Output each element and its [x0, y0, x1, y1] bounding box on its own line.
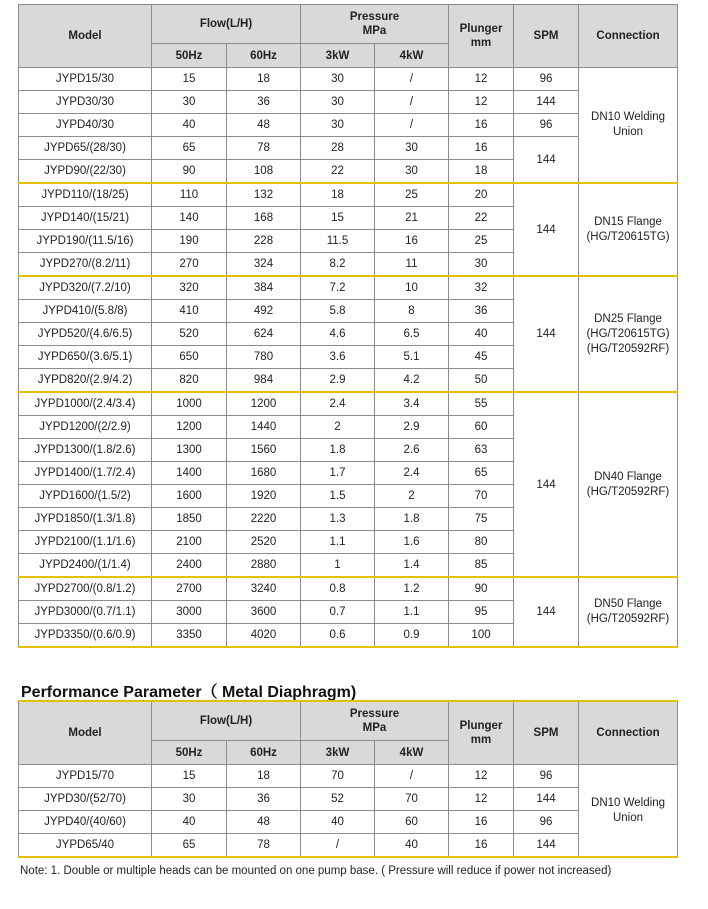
model-cell: JYPD40/(40/60)	[19, 811, 152, 834]
pressure-3kw-cell: 30	[301, 91, 375, 114]
pressure-4kw-cell: 30	[375, 160, 449, 184]
model-cell: JYPD15/70	[19, 765, 152, 788]
pressure-4kw-cell: 60	[375, 811, 449, 834]
flow-50hz-cell: 40	[152, 114, 227, 137]
model-cell: JYPD2700/(0.8/1.2)	[19, 577, 152, 601]
pressure-3kw-cell: 3.6	[301, 346, 375, 369]
table-2-body	[19, 765, 678, 858]
header-pressure	[301, 5, 449, 44]
header-pressure-unit: MPa	[362, 25, 387, 37]
plunger-cell: 90	[449, 577, 514, 601]
header-plunger	[449, 5, 514, 68]
plunger-cell: 16	[449, 137, 514, 160]
flow-50hz-cell: 1600	[152, 485, 227, 508]
flow-60hz-cell: 4020	[227, 624, 301, 648]
flow-50hz-cell: 15	[152, 68, 227, 91]
flow-60hz-cell: 36	[227, 91, 301, 114]
flow-60hz-cell: 2520	[227, 531, 301, 554]
plunger-cell: 12	[449, 91, 514, 114]
flow-50hz-cell: 650	[152, 346, 227, 369]
flow-50hz-cell: 40	[152, 811, 227, 834]
flow-60hz-cell: 18	[227, 765, 301, 788]
spm-cell: 144	[514, 91, 579, 114]
pressure-4kw-cell: /	[375, 765, 449, 788]
connection-line: (HG/T20592RF)	[586, 485, 670, 498]
connection-line: Union	[612, 811, 644, 824]
flow-60hz-cell: 324	[227, 253, 301, 277]
table-row	[19, 183, 678, 207]
plunger-cell: 70	[449, 485, 514, 508]
header-flow-50hz: 50Hz	[152, 44, 227, 68]
flow-60hz-cell: 228	[227, 230, 301, 253]
model-cell: JYPD90/(22/30)	[19, 160, 152, 184]
flow-50hz-cell: 320	[152, 276, 227, 300]
header-flow-60hz: 60Hz	[227, 741, 301, 765]
pressure-4kw-cell: 70	[375, 788, 449, 811]
pressure-3kw-cell: 1	[301, 554, 375, 578]
pressure-4kw-cell: 1.8	[375, 508, 449, 531]
header-plunger	[449, 701, 514, 765]
flow-50hz-cell: 140	[152, 207, 227, 230]
connection-line: (HG/T20615TG)	[586, 327, 670, 340]
flow-50hz-cell: 15	[152, 765, 227, 788]
model-cell: JYPD1400/(1.7/2.4)	[19, 462, 152, 485]
header-pressure-label: Pressure	[349, 11, 400, 23]
header-pressure-4kw: 4kW	[375, 741, 449, 765]
model-cell: JYPD65/(28/30)	[19, 137, 152, 160]
model-cell: JYPD30/30	[19, 91, 152, 114]
pressure-4kw-cell: /	[375, 114, 449, 137]
plunger-cell: 95	[449, 601, 514, 624]
connection-cell	[579, 577, 678, 647]
plunger-cell: 85	[449, 554, 514, 578]
pressure-3kw-cell: 18	[301, 183, 375, 207]
header-plunger-unit: mm	[470, 734, 492, 746]
pressure-4kw-cell: 11	[375, 253, 449, 277]
connection-line: DN25 Flange	[594, 312, 662, 325]
plunger-cell: 30	[449, 253, 514, 277]
model-cell: JYPD270/(8.2/11)	[19, 253, 152, 277]
flow-60hz-cell: 168	[227, 207, 301, 230]
model-cell: JYPD3000/(0.7/1.1)	[19, 601, 152, 624]
flow-50hz-cell: 410	[152, 300, 227, 323]
pressure-3kw-cell: 7.2	[301, 276, 375, 300]
flow-50hz-cell: 2700	[152, 577, 227, 601]
flow-50hz-cell: 30	[152, 91, 227, 114]
pressure-3kw-cell: 0.7	[301, 601, 375, 624]
pressure-3kw-cell: 30	[301, 114, 375, 137]
flow-50hz-cell: 90	[152, 160, 227, 184]
pressure-3kw-cell: 40	[301, 811, 375, 834]
flow-60hz-cell: 3600	[227, 601, 301, 624]
flow-50hz-cell: 1000	[152, 392, 227, 416]
header-spm: SPM	[514, 701, 579, 765]
connection-line: (HG/T20592RF)	[586, 342, 670, 355]
connection-line: DN40 Flange	[594, 470, 662, 483]
flow-60hz-cell: 2220	[227, 508, 301, 531]
flow-60hz-cell: 132	[227, 183, 301, 207]
pressure-3kw-cell: 1.7	[301, 462, 375, 485]
table-row	[19, 577, 678, 601]
pressure-3kw-cell: 4.6	[301, 323, 375, 346]
pressure-4kw-cell: 30	[375, 137, 449, 160]
header-model: Model	[19, 5, 152, 68]
table-row	[19, 765, 678, 788]
flow-60hz-cell: 1560	[227, 439, 301, 462]
pressure-4kw-cell: /	[375, 91, 449, 114]
plunger-cell: 100	[449, 624, 514, 648]
plunger-cell: 25	[449, 230, 514, 253]
pressure-3kw-cell: 5.8	[301, 300, 375, 323]
spm-cell: 96	[514, 114, 579, 137]
pressure-3kw-cell: 2.4	[301, 392, 375, 416]
model-cell: JYPD320/(7.2/10)	[19, 276, 152, 300]
flow-50hz-cell: 270	[152, 253, 227, 277]
flow-50hz-cell: 30	[152, 788, 227, 811]
spm-cell: 144	[514, 276, 579, 392]
plunger-cell: 55	[449, 392, 514, 416]
flow-60hz-cell: 1200	[227, 392, 301, 416]
plunger-cell: 12	[449, 765, 514, 788]
flow-60hz-cell: 78	[227, 137, 301, 160]
header-plunger-unit: mm	[470, 37, 492, 49]
table-row	[19, 276, 678, 300]
flow-50hz-cell: 3000	[152, 601, 227, 624]
pressure-3kw-cell: 70	[301, 765, 375, 788]
model-cell: JYPD65/40	[19, 834, 152, 858]
spm-cell: 144	[514, 577, 579, 647]
model-cell: JYPD1850/(1.3/1.8)	[19, 508, 152, 531]
header-pressure	[301, 701, 449, 741]
plunger-cell: 75	[449, 508, 514, 531]
plunger-cell: 20	[449, 183, 514, 207]
plunger-cell: 40	[449, 323, 514, 346]
flow-50hz-cell: 65	[152, 137, 227, 160]
header-plunger-label: Plunger	[459, 23, 503, 35]
flow-60hz-cell: 1680	[227, 462, 301, 485]
flow-50hz-cell: 190	[152, 230, 227, 253]
pressure-4kw-cell: 1.4	[375, 554, 449, 578]
flow-50hz-cell: 2400	[152, 554, 227, 578]
header-pressure-label: Pressure	[349, 708, 400, 720]
plunger-cell: 16	[449, 834, 514, 858]
pressure-4kw-cell: 25	[375, 183, 449, 207]
table-row	[19, 392, 678, 416]
plunger-cell: 65	[449, 462, 514, 485]
flow-50hz-cell: 820	[152, 369, 227, 393]
header-flow: Flow(L/H)	[152, 5, 301, 44]
pressure-3kw-cell: 22	[301, 160, 375, 184]
pressure-4kw-cell: 4.2	[375, 369, 449, 393]
spm-cell: 96	[514, 68, 579, 91]
connection-line: DN15 Flange	[594, 215, 662, 228]
pressure-4kw-cell: 1.6	[375, 531, 449, 554]
plunger-cell: 36	[449, 300, 514, 323]
spm-cell: 144	[514, 834, 579, 858]
connection-line: DN10 Welding	[591, 111, 665, 123]
plunger-cell: 63	[449, 439, 514, 462]
model-cell: JYPD3350/(0.6/0.9)	[19, 624, 152, 648]
plunger-cell: 50	[449, 369, 514, 393]
flow-50hz-cell: 3350	[152, 624, 227, 648]
header-pressure-3kw: 3kW	[301, 741, 375, 765]
plunger-cell: 12	[449, 788, 514, 811]
pressure-3kw-cell: 0.6	[301, 624, 375, 648]
header-flow-60hz: 60Hz	[227, 44, 301, 68]
flow-50hz-cell: 1300	[152, 439, 227, 462]
pressure-3kw-cell: 2	[301, 416, 375, 439]
model-cell: JYPD1200/(2/2.9)	[19, 416, 152, 439]
pressure-4kw-cell: 8	[375, 300, 449, 323]
connection-line: DN10 Welding	[591, 796, 665, 809]
flow-60hz-cell: 384	[227, 276, 301, 300]
header-pressure-4kw: 4kW	[375, 44, 449, 68]
plunger-cell: 22	[449, 207, 514, 230]
flow-60hz-cell: 108	[227, 160, 301, 184]
flow-60hz-cell: 48	[227, 811, 301, 834]
flow-50hz-cell: 1200	[152, 416, 227, 439]
flow-60hz-cell: 3240	[227, 577, 301, 601]
plunger-cell: 45	[449, 346, 514, 369]
performance-table-2	[18, 700, 678, 858]
connection-cell	[579, 68, 678, 184]
header-flow-50hz: 50Hz	[152, 741, 227, 765]
model-cell: JYPD1000/(2.4/3.4)	[19, 392, 152, 416]
plunger-cell: 16	[449, 811, 514, 834]
pressure-4kw-cell: 2.4	[375, 462, 449, 485]
header-plunger-label: Plunger	[459, 720, 503, 732]
flow-60hz-cell: 1440	[227, 416, 301, 439]
model-cell: JYPD2100/(1.1/1.6)	[19, 531, 152, 554]
flow-60hz-cell: 78	[227, 834, 301, 858]
flow-50hz-cell: 110	[152, 183, 227, 207]
model-cell: JYPD1300/(1.8/2.6)	[19, 439, 152, 462]
connection-line: DN50 Flange	[594, 598, 662, 610]
connection-line: Union	[612, 126, 644, 138]
pressure-4kw-cell: 0.9	[375, 624, 449, 648]
pressure-4kw-cell: 1.2	[375, 577, 449, 601]
flow-50hz-cell: 1400	[152, 462, 227, 485]
pressure-4kw-cell: 1.1	[375, 601, 449, 624]
spm-cell: 144	[514, 392, 579, 577]
model-cell: JYPD410/(5.8/8)	[19, 300, 152, 323]
pressure-4kw-cell: 5.1	[375, 346, 449, 369]
flow-50hz-cell: 1850	[152, 508, 227, 531]
pressure-3kw-cell: 1.5	[301, 485, 375, 508]
spm-cell: 144	[514, 183, 579, 276]
pressure-4kw-cell: 40	[375, 834, 449, 858]
plunger-cell: 60	[449, 416, 514, 439]
model-cell: JYPD40/30	[19, 114, 152, 137]
flow-60hz-cell: 1920	[227, 485, 301, 508]
header-connection: Connection	[579, 701, 678, 765]
plunger-cell: 12	[449, 68, 514, 91]
plunger-cell: 80	[449, 531, 514, 554]
connection-line: (HG/T20615TG)	[586, 230, 670, 243]
table-row	[19, 68, 678, 91]
spm-cell: 144	[514, 137, 579, 184]
spm-cell: 96	[514, 765, 579, 788]
model-cell: JYPD1600/(1.5/2)	[19, 485, 152, 508]
header-model: Model	[19, 701, 152, 765]
flow-60hz-cell: 48	[227, 114, 301, 137]
spm-cell: 144	[514, 788, 579, 811]
flow-60hz-cell: 18	[227, 68, 301, 91]
model-cell: JYPD110/(18/25)	[19, 183, 152, 207]
flow-60hz-cell: 780	[227, 346, 301, 369]
pressure-4kw-cell: 21	[375, 207, 449, 230]
pressure-4kw-cell: 2.9	[375, 416, 449, 439]
pressure-3kw-cell: 52	[301, 788, 375, 811]
flow-60hz-cell: 2880	[227, 554, 301, 578]
model-cell: JYPD15/30	[19, 68, 152, 91]
connection-line: (HG/T20592RF)	[586, 613, 670, 625]
pressure-4kw-cell: 2.6	[375, 439, 449, 462]
pressure-4kw-cell: /	[375, 68, 449, 91]
model-cell: JYPD2400/(1/1.4)	[19, 554, 152, 578]
flow-60hz-cell: 36	[227, 788, 301, 811]
flow-50hz-cell: 2100	[152, 531, 227, 554]
header-flow: Flow(L/H)	[152, 701, 301, 741]
connection-cell	[579, 765, 678, 858]
pressure-3kw-cell: 1.3	[301, 508, 375, 531]
pressure-3kw-cell: 1.1	[301, 531, 375, 554]
section-title: Performance Parameter（ Metal Diaphragm)	[21, 684, 357, 701]
model-cell: JYPD190/(11.5/16)	[19, 230, 152, 253]
pressure-4kw-cell: 3.4	[375, 392, 449, 416]
flow-50hz-cell: 65	[152, 834, 227, 858]
pressure-3kw-cell: 15	[301, 207, 375, 230]
plunger-cell: 18	[449, 160, 514, 184]
pressure-4kw-cell: 16	[375, 230, 449, 253]
pressure-3kw-cell: /	[301, 834, 375, 858]
connection-cell	[579, 183, 678, 276]
header-pressure-3kw: 3kW	[301, 44, 375, 68]
model-cell: JYPD30/(52/70)	[19, 788, 152, 811]
spm-cell: 96	[514, 811, 579, 834]
pressure-4kw-cell: 10	[375, 276, 449, 300]
pressure-3kw-cell: 0.8	[301, 577, 375, 601]
model-cell: JYPD650/(3.6/5.1)	[19, 346, 152, 369]
flow-60hz-cell: 492	[227, 300, 301, 323]
model-cell: JYPD140/(15/21)	[19, 207, 152, 230]
flow-60hz-cell: 624	[227, 323, 301, 346]
plunger-cell: 16	[449, 114, 514, 137]
pressure-4kw-cell: 2	[375, 485, 449, 508]
header-pressure-unit: MPa	[362, 722, 387, 734]
header-spm: SPM	[514, 5, 579, 68]
pressure-3kw-cell: 30	[301, 68, 375, 91]
pressure-3kw-cell: 11.5	[301, 230, 375, 253]
pressure-3kw-cell: 8.2	[301, 253, 375, 277]
connection-cell	[579, 276, 678, 392]
flow-60hz-cell: 984	[227, 369, 301, 393]
pressure-4kw-cell: 6.5	[375, 323, 449, 346]
pressure-3kw-cell: 28	[301, 137, 375, 160]
pressure-3kw-cell: 2.9	[301, 369, 375, 393]
model-cell: JYPD520/(4.6/6.5)	[19, 323, 152, 346]
header-connection: Connection	[579, 5, 678, 68]
connection-cell	[579, 392, 678, 577]
plunger-cell: 32	[449, 276, 514, 300]
footnote: Note: 1. Double or multiple heads can be mounted on one pump base. ( Pressure will reduce if power not increased)	[20, 865, 612, 877]
pressure-3kw-cell: 1.8	[301, 439, 375, 462]
flow-50hz-cell: 520	[152, 323, 227, 346]
table-1-body	[19, 68, 678, 648]
performance-table-1	[18, 4, 678, 648]
model-cell: JYPD820/(2.9/4.2)	[19, 369, 152, 393]
